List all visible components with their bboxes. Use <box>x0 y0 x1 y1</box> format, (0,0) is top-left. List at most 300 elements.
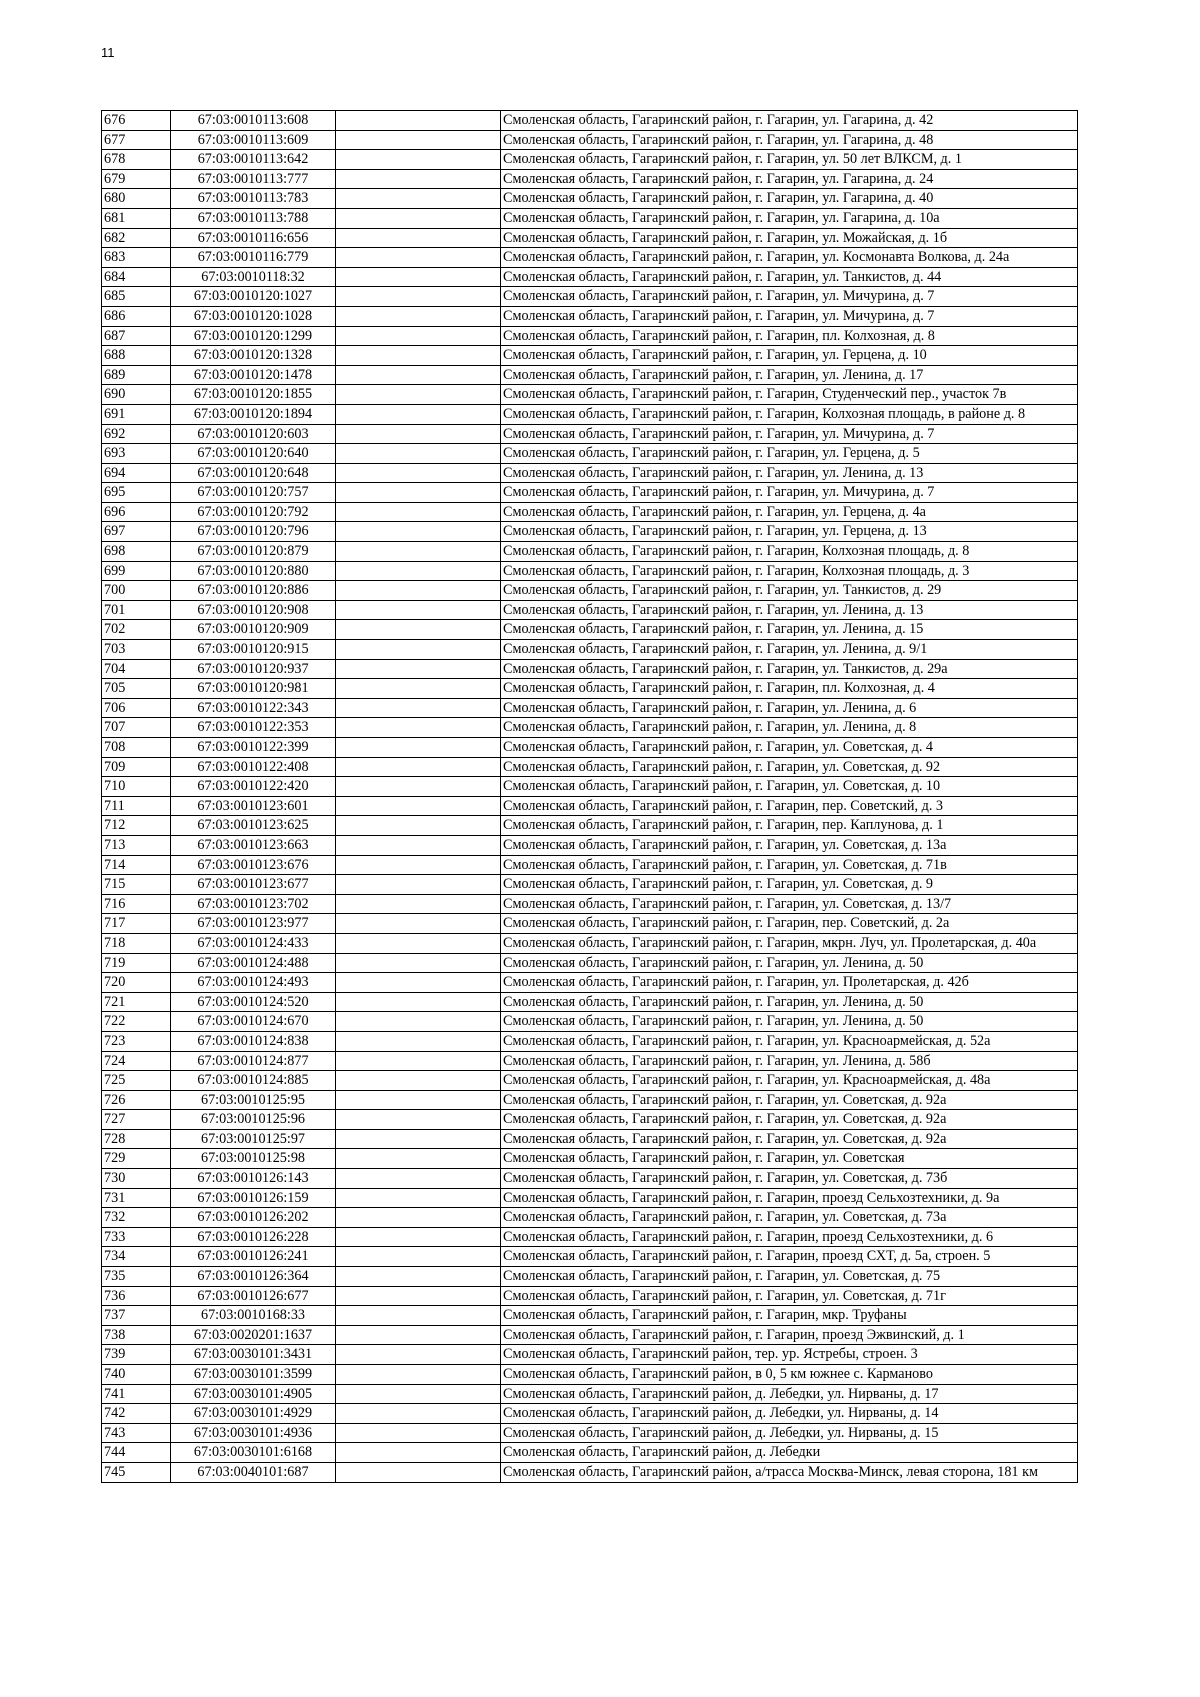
row-number-cell: 742 <box>102 1404 171 1424</box>
row-number-cell: 681 <box>102 208 171 228</box>
address-cell: Смоленская область, Гагаринский район, г. Гагарин, ул. Ленина, д. 13 <box>501 600 1078 620</box>
cadastral-number-cell: 67:03:0010120:880 <box>171 561 336 581</box>
row-number-cell: 728 <box>102 1129 171 1149</box>
address-cell: Смоленская область, Гагаринский район, г. Гагарин, Студенческий пер., участок 7в <box>501 385 1078 405</box>
table-row <box>102 1051 1078 1071</box>
table-row <box>102 522 1078 542</box>
table-row <box>102 718 1078 738</box>
row-number-cell: 679 <box>102 169 171 189</box>
address-cell: Смоленская область, Гагаринский район, г. Гагарин, мкр. Труфаны <box>501 1306 1078 1326</box>
address-cell: Смоленская область, Гагаринский район, д. Лебедки, ул. Нирваны, д. 14 <box>501 1404 1078 1424</box>
empty-cell <box>336 385 501 405</box>
row-number-cell: 690 <box>102 385 171 405</box>
cadastral-number-cell: 67:03:0010120:1299 <box>171 326 336 346</box>
row-number-cell: 692 <box>102 424 171 444</box>
address-cell: Смоленская область, Гагаринский район, г. Гагарин, проезд Сельхозтехники, д. 6 <box>501 1227 1078 1247</box>
table-row <box>102 1462 1078 1482</box>
table-row <box>102 777 1078 797</box>
cadastral-number-cell: 67:03:0010116:779 <box>171 248 336 268</box>
address-cell: Смоленская область, Гагаринский район, г. Гагарин, ул. Советская, д. 13/7 <box>501 894 1078 914</box>
table-row <box>102 1325 1078 1345</box>
empty-cell <box>336 953 501 973</box>
cadastral-number-cell: 67:03:0030101:6168 <box>171 1443 336 1463</box>
table-row <box>102 1110 1078 1130</box>
row-number-cell: 732 <box>102 1208 171 1228</box>
row-number-cell: 680 <box>102 189 171 209</box>
row-number-cell: 738 <box>102 1325 171 1345</box>
empty-cell <box>336 404 501 424</box>
empty-cell <box>336 698 501 718</box>
cadastral-number-cell: 67:03:0020201:1637 <box>171 1325 336 1345</box>
cadastral-number-cell: 67:03:0010122:353 <box>171 718 336 738</box>
table-row <box>102 561 1078 581</box>
empty-cell <box>336 306 501 326</box>
address-cell: Смоленская область, Гагаринский район, г. Гагарин, ул. Ленина, д. 6 <box>501 698 1078 718</box>
table-row <box>102 1012 1078 1032</box>
address-cell: Смоленская область, Гагаринский район, г. Гагарин, ул. Советская, д. 75 <box>501 1267 1078 1287</box>
table-row <box>102 757 1078 777</box>
address-cell: Смоленская область, Гагаринский район, г. Гагарин, ул. Советская, д. 73б <box>501 1169 1078 1189</box>
table-row <box>102 1129 1078 1149</box>
empty-cell <box>336 287 501 307</box>
row-number-cell: 703 <box>102 640 171 660</box>
empty-cell <box>336 1227 501 1247</box>
address-cell: Смоленская область, Гагаринский район, г. Гагарин, ул. Красноармейская, д. 52а <box>501 1031 1078 1051</box>
empty-cell <box>336 1365 501 1385</box>
address-cell: Смоленская область, Гагаринский район, г. Гагарин, ул. Советская, д. 13а <box>501 835 1078 855</box>
table-row <box>102 620 1078 640</box>
empty-cell <box>336 581 501 601</box>
table-row <box>102 385 1078 405</box>
empty-cell <box>336 1443 501 1463</box>
address-cell: Смоленская область, Гагаринский район, г. Гагарин, ул. Можайская, д. 1б <box>501 228 1078 248</box>
address-cell: Смоленская область, Гагаринский район, г. Гагарин, Колхозная площадь, д. 3 <box>501 561 1078 581</box>
empty-cell <box>336 169 501 189</box>
row-number-cell: 719 <box>102 953 171 973</box>
row-number-cell: 677 <box>102 130 171 150</box>
table-row <box>102 1247 1078 1267</box>
cadastral-number-cell: 67:03:0010123:702 <box>171 894 336 914</box>
table-row <box>102 953 1078 973</box>
table-row <box>102 1267 1078 1287</box>
empty-cell <box>336 150 501 170</box>
table-row <box>102 1365 1078 1385</box>
cadastral-number-cell: 67:03:0010125:95 <box>171 1090 336 1110</box>
address-cell: Смоленская область, Гагаринский район, г. Гагарин, ул. Советская, д. 4 <box>501 738 1078 758</box>
empty-cell <box>336 1110 501 1130</box>
row-number-cell: 723 <box>102 1031 171 1051</box>
row-number-cell: 718 <box>102 933 171 953</box>
empty-cell <box>336 757 501 777</box>
empty-cell <box>336 522 501 542</box>
row-number-cell: 735 <box>102 1267 171 1287</box>
address-cell: Смоленская область, Гагаринский район, г. Гагарин, ул. Советская, д. 92а <box>501 1110 1078 1130</box>
table-row <box>102 111 1078 131</box>
empty-cell <box>336 992 501 1012</box>
address-cell: Смоленская область, Гагаринский район, г. Гагарин, ул. Гагарина, д. 42 <box>501 111 1078 131</box>
empty-cell <box>336 894 501 914</box>
table-row <box>102 404 1078 424</box>
table-row <box>102 600 1078 620</box>
address-cell: Смоленская область, Гагаринский район, г. Гагарин, ул. Пролетарская, д. 42б <box>501 973 1078 993</box>
cadastral-number-cell: 67:03:0010126:202 <box>171 1208 336 1228</box>
table-row <box>102 542 1078 562</box>
address-cell: Смоленская область, Гагаринский район, г. Гагарин, проезд Эжвинский, д. 1 <box>501 1325 1078 1345</box>
row-number-cell: 729 <box>102 1149 171 1169</box>
address-cell: Смоленская область, Гагаринский район, г. Гагарин, ул. Гагарина, д. 24 <box>501 169 1078 189</box>
empty-cell <box>336 738 501 758</box>
row-number-cell: 715 <box>102 875 171 895</box>
empty-cell <box>336 1462 501 1482</box>
empty-cell <box>336 600 501 620</box>
cadastral-number-cell: 67:03:0010123:676 <box>171 855 336 875</box>
cadastral-number-cell: 67:03:0010126:364 <box>171 1267 336 1287</box>
cadastral-number-cell: 67:03:0010120:981 <box>171 679 336 699</box>
empty-cell <box>336 679 501 699</box>
page-number: 11 <box>101 45 115 60</box>
cadastral-number-cell: 67:03:0010120:886 <box>171 581 336 601</box>
empty-cell <box>336 835 501 855</box>
cadastral-number-cell: 67:03:0030101:3599 <box>171 1365 336 1385</box>
empty-cell <box>336 483 501 503</box>
row-number-cell: 737 <box>102 1306 171 1326</box>
empty-cell <box>336 365 501 385</box>
empty-cell <box>336 111 501 131</box>
table-row <box>102 306 1078 326</box>
cadastral-number-cell: 67:03:0010125:96 <box>171 1110 336 1130</box>
table-row <box>102 444 1078 464</box>
table-row <box>102 1423 1078 1443</box>
address-cell: Смоленская область, Гагаринский район, г. Гагарин, ул. Танкистов, д. 44 <box>501 267 1078 287</box>
row-number-cell: 676 <box>102 111 171 131</box>
row-number-cell: 702 <box>102 620 171 640</box>
row-number-cell: 696 <box>102 502 171 522</box>
empty-cell <box>336 1306 501 1326</box>
cadastral-number-cell: 67:03:0010168:33 <box>171 1306 336 1326</box>
table-row <box>102 875 1078 895</box>
address-cell: Смоленская область, Гагаринский район, г. Гагарин, ул. Космонавта Волкова, д. 24а <box>501 248 1078 268</box>
table-row <box>102 816 1078 836</box>
cadastral-number-cell: 67:03:0010120:1855 <box>171 385 336 405</box>
table-row <box>102 1149 1078 1169</box>
cadastral-number-cell: 67:03:0010120:937 <box>171 659 336 679</box>
cadastral-number-cell: 67:03:0010126:241 <box>171 1247 336 1267</box>
cadastral-number-cell: 67:03:0010126:677 <box>171 1286 336 1306</box>
empty-cell <box>336 1286 501 1306</box>
row-number-cell: 714 <box>102 855 171 875</box>
address-cell: Смоленская область, Гагаринский район, г. Гагарин, ул. Красноармейская, д. 48а <box>501 1071 1078 1091</box>
table-row <box>102 914 1078 934</box>
address-cell: Смоленская область, Гагаринский район, г. Гагарин, ул. Советская <box>501 1149 1078 1169</box>
row-number-cell: 721 <box>102 992 171 1012</box>
row-number-cell: 716 <box>102 894 171 914</box>
table-row <box>102 1031 1078 1051</box>
address-cell: Смоленская область, Гагаринский район, г. Гагарин, ул. Герцена, д. 13 <box>501 522 1078 542</box>
row-number-cell: 720 <box>102 973 171 993</box>
empty-cell <box>336 1423 501 1443</box>
table-row <box>102 581 1078 601</box>
row-number-cell: 743 <box>102 1423 171 1443</box>
cadastral-number-cell: 67:03:0010120:1328 <box>171 346 336 366</box>
empty-cell <box>336 1169 501 1189</box>
empty-cell <box>336 444 501 464</box>
address-cell: Смоленская область, Гагаринский район, д. Лебедки, ул. Нирваны, д. 17 <box>501 1384 1078 1404</box>
address-cell: Смоленская область, Гагаринский район, г. Гагарин, ул. Ленина, д. 9/1 <box>501 640 1078 660</box>
cadastral-number-cell: 67:03:0010123:677 <box>171 875 336 895</box>
address-cell: Смоленская область, Гагаринский район, г. Гагарин, ул. Ленина, д. 50 <box>501 1012 1078 1032</box>
empty-cell <box>336 346 501 366</box>
row-number-cell: 704 <box>102 659 171 679</box>
table-row <box>102 326 1078 346</box>
cadastral-number-cell: 67:03:0010123:601 <box>171 796 336 816</box>
empty-cell <box>336 267 501 287</box>
row-number-cell: 709 <box>102 757 171 777</box>
table-row <box>102 483 1078 503</box>
cadastral-number-cell: 67:03:0010118:32 <box>171 267 336 287</box>
table-row <box>102 1345 1078 1365</box>
table-row <box>102 1227 1078 1247</box>
cadastral-number-cell: 67:03:0010123:625 <box>171 816 336 836</box>
cadastral-number-cell: 67:03:0010120:792 <box>171 502 336 522</box>
cadastral-number-cell: 67:03:0010122:343 <box>171 698 336 718</box>
address-cell: Смоленская область, Гагаринский район, г. Гагарин, ул. Ленина, д. 15 <box>501 620 1078 640</box>
cadastral-number-cell: 67:03:0010120:640 <box>171 444 336 464</box>
address-cell: Смоленская область, Гагаринский район, г. Гагарин, ул. Гагарина, д. 40 <box>501 189 1078 209</box>
address-cell: Смоленская область, Гагаринский район, г. Гагарин, ул. Герцена, д. 4а <box>501 502 1078 522</box>
cadastral-number-cell: 67:03:0010113:642 <box>171 150 336 170</box>
row-number-cell: 686 <box>102 306 171 326</box>
row-number-cell: 678 <box>102 150 171 170</box>
table-row <box>102 189 1078 209</box>
empty-cell <box>336 1090 501 1110</box>
cadastral-number-cell: 67:03:0030101:4905 <box>171 1384 336 1404</box>
address-cell: Смоленская область, Гагаринский район, г. Гагарин, ул. Танкистов, д. 29а <box>501 659 1078 679</box>
table-row <box>102 424 1078 444</box>
table-row <box>102 992 1078 1012</box>
row-number-cell: 726 <box>102 1090 171 1110</box>
empty-cell <box>336 1345 501 1365</box>
address-cell: Смоленская область, Гагаринский район, г. Гагарин, ул. Ленина, д. 50 <box>501 953 1078 973</box>
address-cell: Смоленская область, Гагаринский район, г. Гагарин, ул. Советская, д. 92а <box>501 1129 1078 1149</box>
table-row <box>102 894 1078 914</box>
address-cell: Смоленская область, Гагаринский район, г. Гагарин, ул. Танкистов, д. 29 <box>501 581 1078 601</box>
empty-cell <box>336 248 501 268</box>
row-number-cell: 691 <box>102 404 171 424</box>
address-cell: Смоленская область, Гагаринский район, г. Гагарин, ул. Советская, д. 9 <box>501 875 1078 895</box>
address-cell: Смоленская область, Гагаринский район, г. Гагарин, ул. Ленина, д. 17 <box>501 365 1078 385</box>
table-row <box>102 1384 1078 1404</box>
cadastral-number-cell: 67:03:0030101:4929 <box>171 1404 336 1424</box>
row-number-cell: 694 <box>102 463 171 483</box>
row-number-cell: 745 <box>102 1462 171 1482</box>
cadastral-number-cell: 67:03:0010123:977 <box>171 914 336 934</box>
table-row <box>102 640 1078 660</box>
cadastral-number-cell: 67:03:0010120:757 <box>171 483 336 503</box>
address-cell: Смоленская область, Гагаринский район, г. Гагарин, Колхозная площадь, д. 8 <box>501 542 1078 562</box>
address-cell: Смоленская область, Гагаринский район, д. Лебедки, ул. Нирваны, д. 15 <box>501 1423 1078 1443</box>
table-row <box>102 738 1078 758</box>
cadastral-number-cell: 67:03:0010124:488 <box>171 953 336 973</box>
address-cell: Смоленская область, Гагаринский район, д. Лебедки <box>501 1443 1078 1463</box>
table-row <box>102 1090 1078 1110</box>
table-row <box>102 796 1078 816</box>
empty-cell <box>336 777 501 797</box>
cadastral-number-cell: 67:03:0010120:915 <box>171 640 336 660</box>
cadastral-number-cell: 67:03:0010120:1894 <box>171 404 336 424</box>
table-row <box>102 679 1078 699</box>
table-row <box>102 933 1078 953</box>
cadastral-number-cell: 67:03:0010116:656 <box>171 228 336 248</box>
address-cell: Смоленская область, Гагаринский район, г. Гагарин, пер. Советский, д. 3 <box>501 796 1078 816</box>
row-number-cell: 724 <box>102 1051 171 1071</box>
row-number-cell: 682 <box>102 228 171 248</box>
cadastral-number-cell: 67:03:0010124:877 <box>171 1051 336 1071</box>
table-row <box>102 228 1078 248</box>
row-number-cell: 722 <box>102 1012 171 1032</box>
row-number-cell: 684 <box>102 267 171 287</box>
cadastral-number-cell: 67:03:0010113:783 <box>171 189 336 209</box>
table-row <box>102 346 1078 366</box>
row-number-cell: 688 <box>102 346 171 366</box>
address-cell: Смоленская область, Гагаринский район, а/трасса Москва-Минск, левая сторона, 181 км <box>501 1462 1078 1482</box>
cadastral-number-cell: 67:03:0010126:143 <box>171 1169 336 1189</box>
empty-cell <box>336 463 501 483</box>
row-number-cell: 740 <box>102 1365 171 1385</box>
empty-cell <box>336 1267 501 1287</box>
address-cell: Смоленская область, Гагаринский район, г. Гагарин, проезд СХТ, д. 5а, строен. 5 <box>501 1247 1078 1267</box>
table-row <box>102 130 1078 150</box>
address-cell: Смоленская область, Гагаринский район, г. Гагарин, ул. Ленина, д. 58б <box>501 1051 1078 1071</box>
row-number-cell: 741 <box>102 1384 171 1404</box>
empty-cell <box>336 973 501 993</box>
cadastral-number-cell: 67:03:0010120:908 <box>171 600 336 620</box>
cadastral-number-cell: 67:03:0030101:3431 <box>171 1345 336 1365</box>
cadastral-number-cell: 67:03:0010124:885 <box>171 1071 336 1091</box>
empty-cell <box>336 1404 501 1424</box>
empty-cell <box>336 1051 501 1071</box>
address-cell: Смоленская область, Гагаринский район, г. Гагарин, пл. Колхозная, д. 4 <box>501 679 1078 699</box>
table-row <box>102 463 1078 483</box>
table-row <box>102 502 1078 522</box>
row-number-cell: 687 <box>102 326 171 346</box>
empty-cell <box>336 542 501 562</box>
row-number-cell: 693 <box>102 444 171 464</box>
address-cell: Смоленская область, Гагаринский район, г. Гагарин, ул. Советская, д. 73а <box>501 1208 1078 1228</box>
cadastral-number-cell: 67:03:0010120:1027 <box>171 287 336 307</box>
cadastral-number-cell: 67:03:0010120:796 <box>171 522 336 542</box>
address-cell: Смоленская область, Гагаринский район, г. Гагарин, пер. Каплунова, д. 1 <box>501 816 1078 836</box>
empty-cell <box>336 796 501 816</box>
address-cell: Смоленская область, Гагаринский район, г. Гагарин, ул. Гагарина, д. 48 <box>501 130 1078 150</box>
cadastral-number-cell: 67:03:0040101:687 <box>171 1462 336 1482</box>
row-number-cell: 730 <box>102 1169 171 1189</box>
empty-cell <box>336 130 501 150</box>
row-number-cell: 725 <box>102 1071 171 1091</box>
cadastral-number-cell: 67:03:0010123:663 <box>171 835 336 855</box>
empty-cell <box>336 718 501 738</box>
empty-cell <box>336 620 501 640</box>
cadastral-number-cell: 67:03:0010126:159 <box>171 1188 336 1208</box>
cadastral-number-cell: 67:03:0030101:4936 <box>171 1423 336 1443</box>
address-cell: Смоленская область, Гагаринский район, г. Гагарин, ул. Советская, д. 71г <box>501 1286 1078 1306</box>
address-cell: Смоленская область, Гагаринский район, г. Гагарин, ул. Ленина, д. 8 <box>501 718 1078 738</box>
empty-cell <box>336 502 501 522</box>
empty-cell <box>336 1188 501 1208</box>
cadastral-number-cell: 67:03:0010120:1478 <box>171 365 336 385</box>
registry-table <box>101 110 1078 1483</box>
cadastral-number-cell: 67:03:0010113:788 <box>171 208 336 228</box>
table-row <box>102 150 1078 170</box>
address-cell: Смоленская область, Гагаринский район, тер. ур. Ястребы, строен. 3 <box>501 1345 1078 1365</box>
cadastral-number-cell: 67:03:0010122:399 <box>171 738 336 758</box>
table-row <box>102 208 1078 228</box>
table-row <box>102 835 1078 855</box>
address-cell: Смоленская область, Гагаринский район, г. Гагарин, ул. Советская, д. 10 <box>501 777 1078 797</box>
table-row <box>102 973 1078 993</box>
empty-cell <box>336 933 501 953</box>
address-cell: Смоленская область, Гагаринский район, г. Гагарин, ул. Советская, д. 92а <box>501 1090 1078 1110</box>
row-number-cell: 734 <box>102 1247 171 1267</box>
address-cell: Смоленская область, Гагаринский район, г. Гагарин, ул. Гагарина, д. 10а <box>501 208 1078 228</box>
table-row <box>102 1404 1078 1424</box>
cadastral-number-cell: 67:03:0010124:493 <box>171 973 336 993</box>
row-number-cell: 685 <box>102 287 171 307</box>
address-cell: Смоленская область, Гагаринский район, г. Гагарин, мкрн. Луч, ул. Пролетарская, д. 40а <box>501 933 1078 953</box>
row-number-cell: 733 <box>102 1227 171 1247</box>
address-cell: Смоленская область, Гагаринский район, г. Гагарин, ул. Мичурина, д. 7 <box>501 306 1078 326</box>
empty-cell <box>336 855 501 875</box>
address-cell: Смоленская область, Гагаринский район, в 0, 5 км южнее с. Карманово <box>501 1365 1078 1385</box>
row-number-cell: 710 <box>102 777 171 797</box>
cadastral-number-cell: 67:03:0010124:838 <box>171 1031 336 1051</box>
address-cell: Смоленская область, Гагаринский район, г. Гагарин, ул. Мичурина, д. 7 <box>501 424 1078 444</box>
row-number-cell: 683 <box>102 248 171 268</box>
row-number-cell: 697 <box>102 522 171 542</box>
address-cell: Смоленская область, Гагаринский район, г. Гагарин, ул. Герцена, д. 10 <box>501 346 1078 366</box>
cadastral-number-cell: 67:03:0010120:603 <box>171 424 336 444</box>
table-row <box>102 287 1078 307</box>
table-row <box>102 267 1078 287</box>
empty-cell <box>336 914 501 934</box>
cadastral-number-cell: 67:03:0010122:408 <box>171 757 336 777</box>
empty-cell <box>336 326 501 346</box>
cadastral-number-cell: 67:03:0010122:420 <box>171 777 336 797</box>
address-cell: Смоленская область, Гагаринский район, г. Гагарин, ул. Советская, д. 92 <box>501 757 1078 777</box>
empty-cell <box>336 561 501 581</box>
table-row <box>102 659 1078 679</box>
row-number-cell: 712 <box>102 816 171 836</box>
cadastral-number-cell: 67:03:0010125:97 <box>171 1129 336 1149</box>
address-cell: Смоленская область, Гагаринский район, г. Гагарин, ул. 50 лет ВЛКСМ, д. 1 <box>501 150 1078 170</box>
table-row <box>102 1188 1078 1208</box>
row-number-cell: 701 <box>102 600 171 620</box>
empty-cell <box>336 1208 501 1228</box>
row-number-cell: 705 <box>102 679 171 699</box>
address-cell: Смоленская область, Гагаринский район, г. Гагарин, ул. Мичурина, д. 7 <box>501 287 1078 307</box>
empty-cell <box>336 1012 501 1032</box>
table-row <box>102 1071 1078 1091</box>
empty-cell <box>336 816 501 836</box>
empty-cell <box>336 659 501 679</box>
row-number-cell: 727 <box>102 1110 171 1130</box>
row-number-cell: 713 <box>102 835 171 855</box>
address-cell: Смоленская область, Гагаринский район, г. Гагарин, ул. Ленина, д. 13 <box>501 463 1078 483</box>
empty-cell <box>336 1149 501 1169</box>
empty-cell <box>336 875 501 895</box>
table-row <box>102 698 1078 718</box>
row-number-cell: 717 <box>102 914 171 934</box>
cadastral-number-cell: 67:03:0010120:909 <box>171 620 336 640</box>
